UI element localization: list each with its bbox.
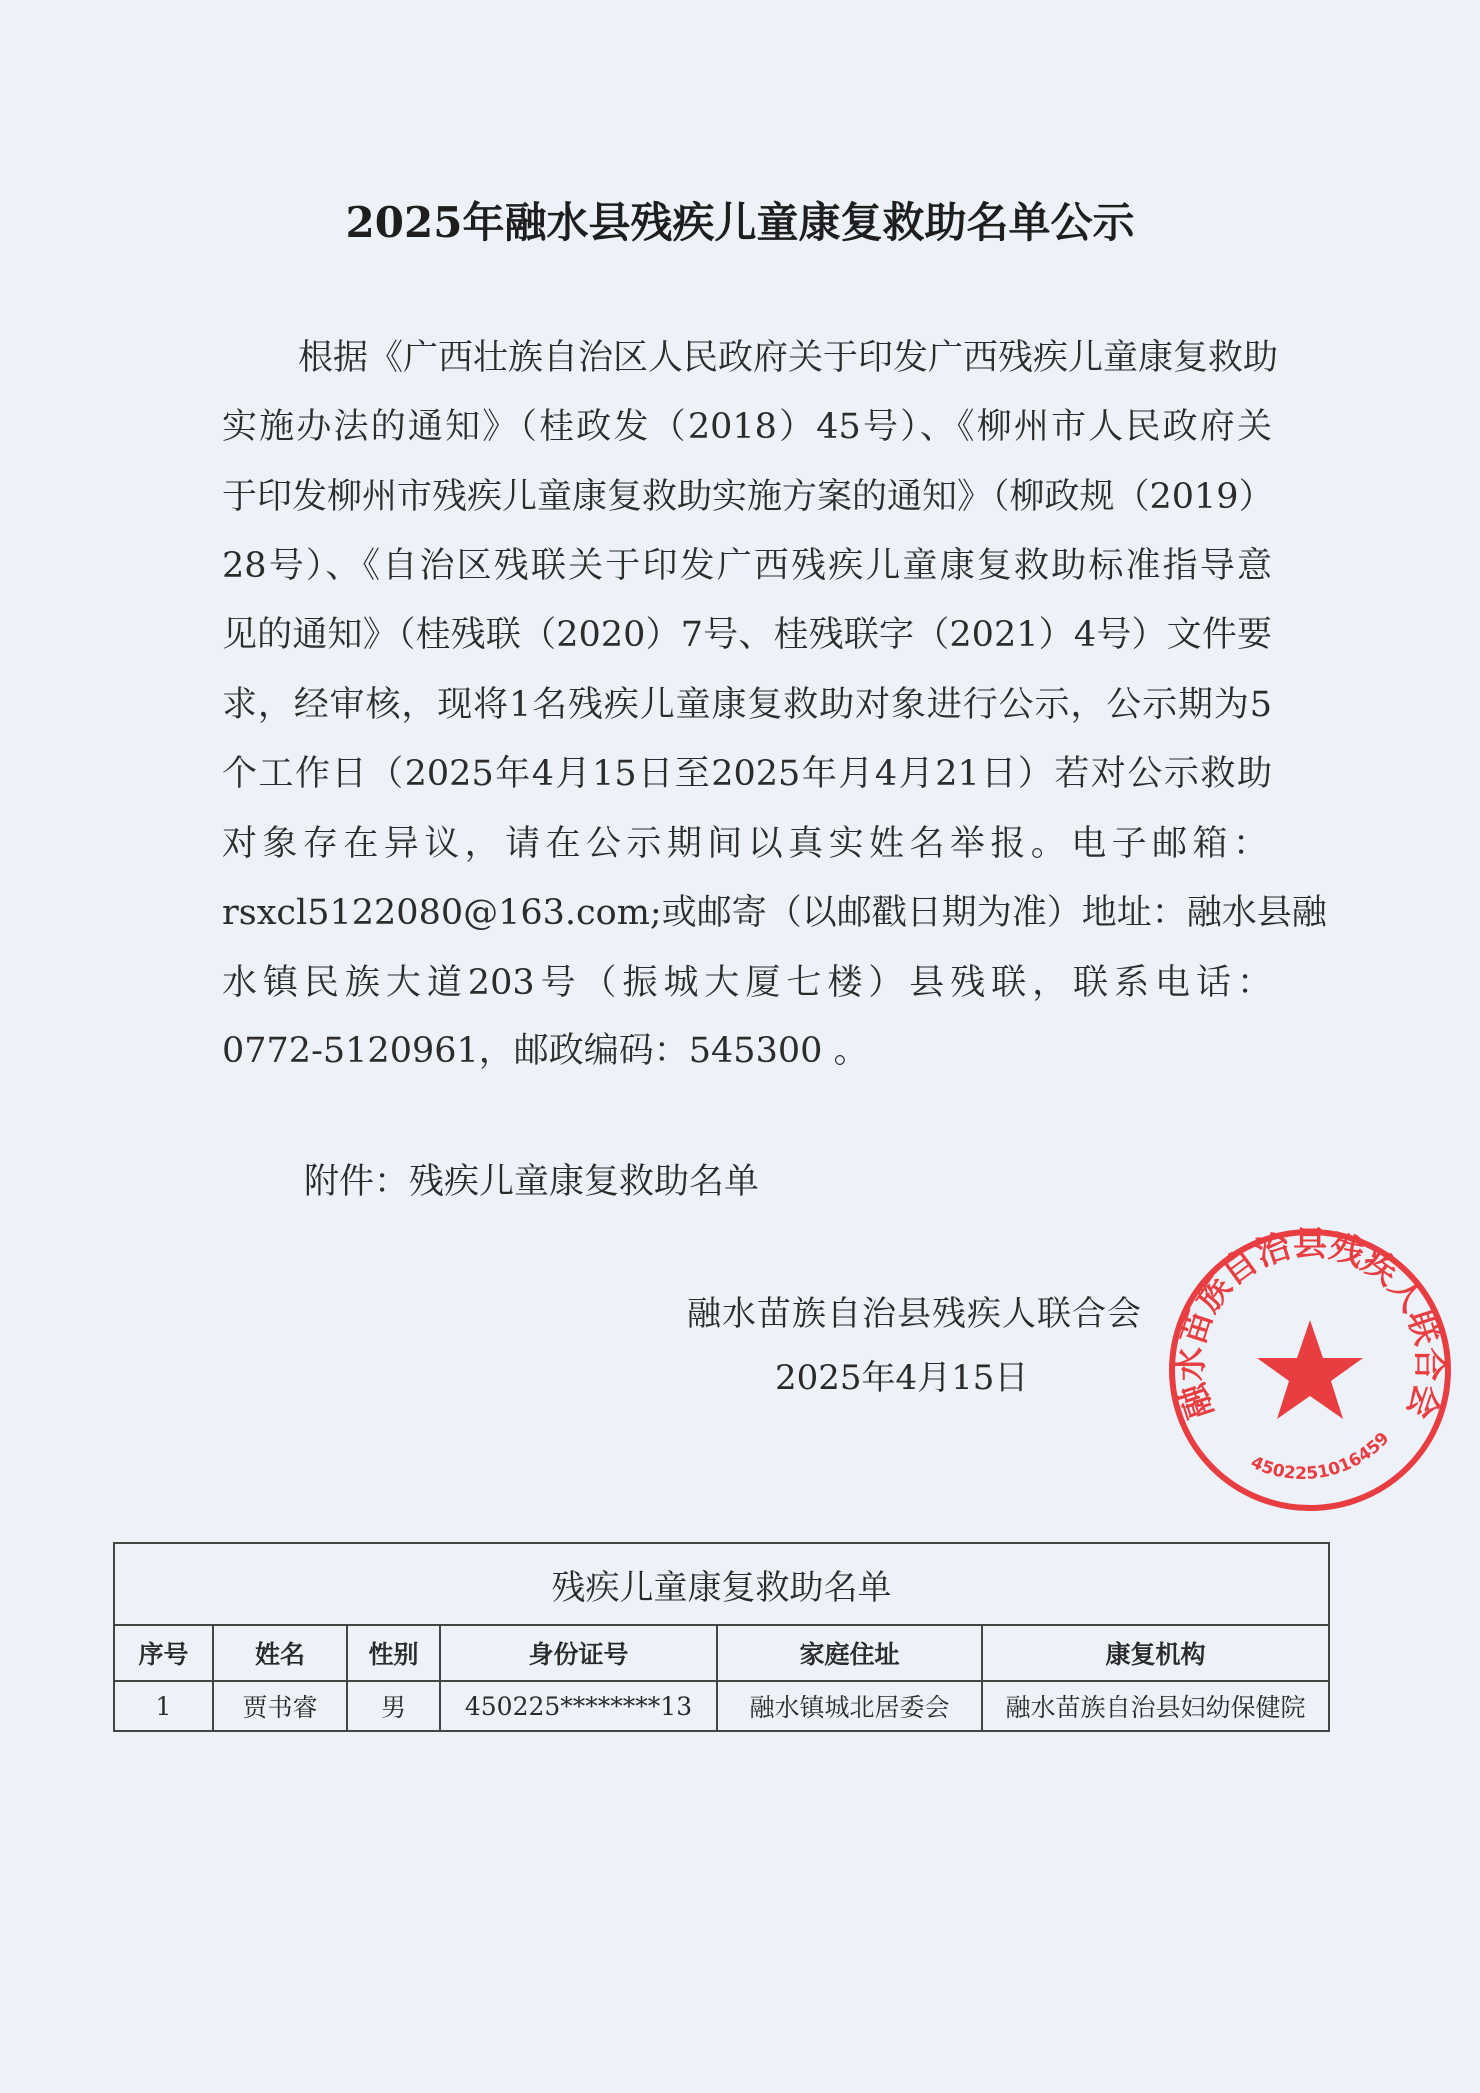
column-header: 家庭住址 (717, 1625, 982, 1681)
column-header: 性别 (347, 1625, 440, 1681)
cell-address: 融水镇城北居委会 (717, 1681, 982, 1731)
recipient-table (113, 1542, 1330, 1732)
cell-institution: 融水苗族自治县妇幼保健院 (982, 1681, 1329, 1731)
body-line: 于印发柳州市残疾儿童康复救助实施方案的通知》（柳政规（2019） (222, 477, 1274, 517)
body-line: 水镇民族大道203号（振城大厦七楼）县残联，联系电话： (222, 963, 1272, 1003)
body-line: 见的通知》（桂残联（2020）7号、桂残联字（2021）4号）文件要 (222, 615, 1272, 655)
body-line: 实施办法的通知》（桂政发（2018）45号）、《柳州市人民政府关 (222, 407, 1272, 447)
column-header: 身份证号 (440, 1625, 717, 1681)
cell-index: 1 (114, 1681, 213, 1731)
star-icon (1257, 1320, 1363, 1419)
body-line: 个工作日（2025年4月15日至2025年月4月21日）若对公示救助 (222, 754, 1272, 794)
column-header: 序号 (114, 1625, 213, 1681)
table-title: 残疾儿童康复救助名单 (114, 1543, 1329, 1625)
cell-id-number: 450225********13 (440, 1681, 717, 1731)
svg-text:4502251016459: 4502251016459 (1247, 1428, 1394, 1485)
column-header: 姓名 (213, 1625, 347, 1681)
table-row (114, 1681, 1329, 1731)
official-seal (1165, 1225, 1455, 1515)
cell-gender: 男 (347, 1681, 440, 1731)
attachment-note: 附件：残疾儿童康复救助名单 (304, 1162, 760, 1202)
table-header-row (114, 1625, 1329, 1681)
body-line: 28号）、《自治区残联关于印发广西残疾儿童康复救助标准指导意 (222, 546, 1272, 586)
cell-name: 贾书睿 (213, 1681, 347, 1731)
body-line: rsxcl5122080@163.com;或邮寄（以邮戳日期为准）地址：融水县融 (222, 893, 1327, 933)
body-line: 对象存在异议，请在公示期间以真实姓名举报。电子邮箱： (222, 824, 1272, 864)
signature-date: 2025年4月15日 (775, 1358, 1029, 1398)
svg-text:融水苗族自治县残疾人联合会: 融水苗族自治县残疾人联合会 (1170, 1225, 1450, 1424)
body-line: 根据《广西壮族自治区人民政府关于印发广西残疾儿童康复救助 (298, 338, 1279, 378)
signature-organization: 融水苗族自治县残疾人联合会 (687, 1294, 1142, 1334)
body-line: 求，经审核，现将1名残疾儿童康复救助对象进行公示，公示期为5 (222, 685, 1272, 725)
body-line: 0772-5120961，邮政编码：545300 。 (222, 1031, 869, 1071)
document-title: 2025年融水县残疾儿童康复救助名单公示 (345, 198, 1135, 247)
column-header: 康复机构 (982, 1625, 1329, 1681)
